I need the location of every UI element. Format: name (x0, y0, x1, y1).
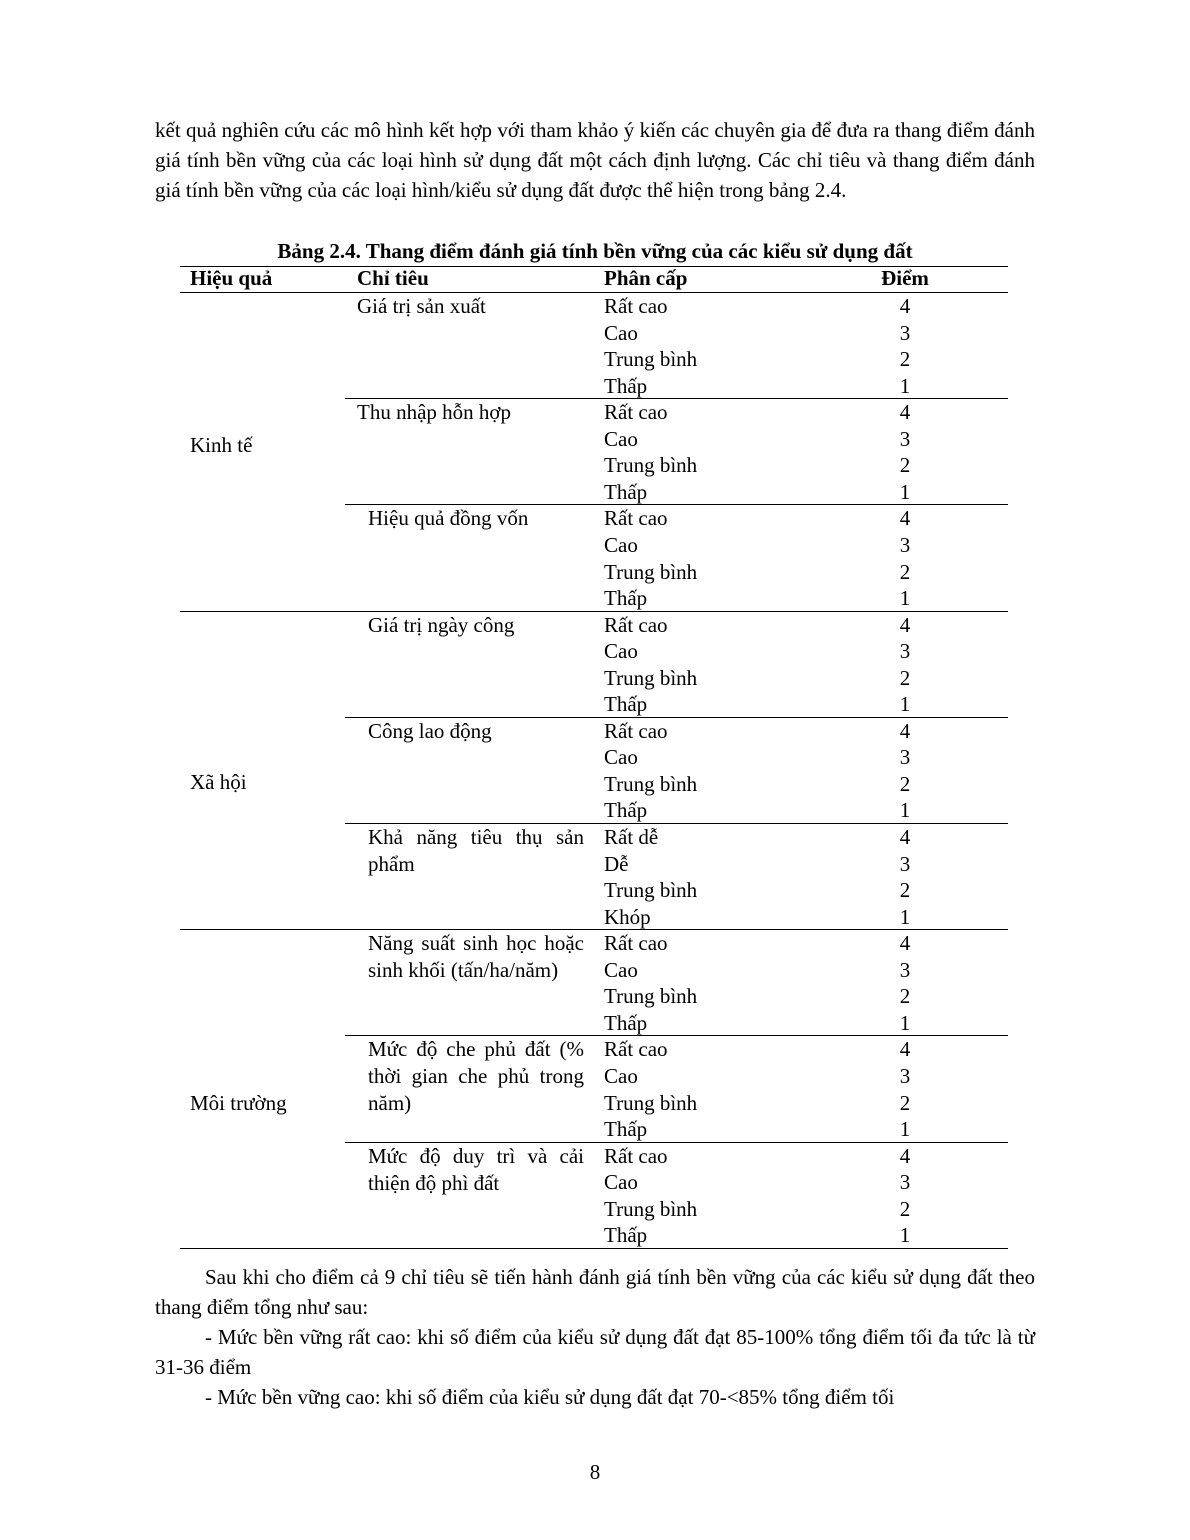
level-cell: Khóp (604, 904, 651, 929)
table-caption: Bảng 2.4. Thang điểm đánh giá tính bền vững của các kiểu sử dụng đất (277, 239, 913, 263)
score-cell: 2 (899, 984, 911, 1009)
score-cell: 3 (899, 639, 911, 664)
criterion-label: Năng suất sinh học hoặc sinh khối (tấn/ha/năm) (368, 931, 584, 983)
after-paragraph-3: - Mức bền vững cao: khi số điểm của kiểu sử dụng đất đạt 70-<85% tổng điểm tối (205, 1385, 895, 1409)
score-cell: 1 (899, 1117, 911, 1142)
level-cell: Rất dễ (604, 825, 659, 849)
level-cell: Trung bình (604, 347, 698, 372)
score-cell: 4 (899, 612, 911, 637)
level-cell: Rất cao (604, 931, 668, 956)
score-cell: 3 (899, 532, 911, 557)
page-number: 8 (589, 1460, 601, 1484)
score-cell: 4 (899, 400, 911, 425)
criterion-label: Thu nhập hỗn hợp (357, 400, 512, 425)
score-cell: 1 (899, 904, 911, 929)
criterion-label: Hiệu quả đồng vốn (368, 506, 529, 531)
intro-paragraph: kết quả nghiên cứu các mô hình kết hợp với tham khảo ý kiến các chuyên gia để đưa ra thang điểm đánh giá tính bền vững của các loại hình sử dụng đất một cách định lượng. Các chỉ tiêu và thang điểm đánh giá tính bền vững của các loại hình/kiểu sử dụng đất được thể hiện trong bảng 2.4. (155, 118, 1035, 202)
level-cell: Thấp (604, 1117, 648, 1142)
level-cell: Trung bình (604, 984, 698, 1009)
level-cell: Rất cao (604, 506, 668, 531)
level-cell: Thấp (604, 1010, 648, 1035)
level-cell: Trung bình (604, 453, 698, 478)
after-paragraph-1: Sau khi cho điểm cả 9 chỉ tiêu sẽ tiến hành đánh giá tính bền vững của các kiểu sử dụng đất theo thang điểm tổng như sau: (155, 1265, 1035, 1319)
level-cell: Rất cao (604, 1143, 668, 1168)
score-cell: 1 (899, 479, 911, 504)
level-cell: Rất cao (604, 718, 668, 743)
level-cell: Thấp (604, 692, 648, 717)
score-cell: 2 (899, 878, 911, 903)
criterion-label: Khả năng tiêu thụ sản phẩm (368, 825, 584, 876)
level-cell: Rất cao (604, 1037, 668, 1062)
score-cell: 2 (899, 453, 911, 478)
level-cell: Rất cao (604, 612, 668, 637)
score-cell: 1 (899, 1223, 911, 1248)
score-cell: 1 (899, 1010, 911, 1035)
score-cell: 3 (899, 426, 911, 451)
score-cell: 4 (899, 506, 911, 531)
score-cell: 3 (899, 745, 911, 770)
group-label: Xã hội (190, 769, 247, 794)
sustainability-score-table (180, 266, 1008, 1259)
level-cell: Cao (604, 320, 638, 345)
score-cell: 4 (899, 718, 911, 743)
criterion-label: Mức độ che phủ đất (% thời gian che phủ trong năm) (368, 1037, 584, 1116)
level-cell: Trung bình (604, 878, 698, 903)
score-cell: 3 (899, 1170, 911, 1195)
level-cell: Thấp (604, 586, 648, 611)
criterion-label: Công lao động (368, 718, 492, 743)
level-cell: Cao (604, 1170, 638, 1195)
score-cell: 2 (899, 1090, 911, 1115)
group-label: Kinh tế (190, 433, 253, 458)
table-bottom-rule (180, 1248, 1008, 1249)
level-cell: Thấp (604, 373, 648, 398)
score-cell: 1 (899, 373, 911, 398)
level-cell: Trung bình (604, 559, 698, 584)
header-effect: Hiệu quả (190, 266, 273, 290)
score-cell: 3 (899, 320, 911, 345)
score-cell: 2 (899, 665, 911, 690)
score-cell: 2 (899, 1196, 911, 1221)
criterion-label: Giá trị sản xuất (357, 294, 486, 318)
level-cell: Trung bình (604, 1196, 698, 1221)
level-cell: Thấp (604, 479, 648, 504)
score-cell: 2 (899, 347, 911, 372)
score-cell: 4 (899, 825, 911, 849)
criterion-label: Mức độ duy trì và cải thiện độ phì đất (368, 1143, 584, 1195)
level-cell: Thấp (604, 1223, 648, 1248)
score-cell: 4 (899, 1143, 911, 1168)
level-cell: Thấp (604, 798, 648, 823)
level-cell: Cao (604, 639, 638, 664)
score-cell: 2 (899, 559, 911, 584)
score-cell: 1 (899, 798, 911, 823)
header-level: Phân cấp (604, 266, 688, 290)
level-cell: Cao (604, 1063, 638, 1088)
score-cell: 1 (899, 692, 911, 717)
level-cell: Dễ (604, 851, 629, 876)
level-cell: Cao (604, 745, 638, 770)
level-cell: Cao (604, 957, 638, 982)
level-cell: Rất cao (604, 294, 668, 318)
level-cell: Rất cao (604, 400, 668, 425)
level-cell: Trung bình (604, 665, 698, 690)
level-cell: Cao (604, 426, 638, 451)
score-cell: 4 (899, 1037, 911, 1062)
level-cell: Trung bình (604, 1090, 698, 1115)
score-cell: 4 (899, 294, 911, 318)
score-cell: 1 (899, 586, 911, 611)
group-label: Môi trường (190, 1090, 287, 1115)
score-cell: 4 (899, 931, 911, 956)
score-cell: 3 (899, 1063, 911, 1088)
criterion-label: Giá trị ngày công (368, 612, 515, 637)
score-cell: 2 (899, 771, 911, 796)
header-score: Điểm (881, 266, 929, 290)
score-cell: 3 (899, 851, 911, 876)
level-cell: Cao (604, 532, 638, 557)
score-cell: 3 (899, 957, 911, 982)
after-paragraph-2: - Mức bền vững rất cao: khi số điểm của kiểu sử dụng đất đạt 85-100% tổng điểm tối đa tức là từ 31-36 điểm (155, 1325, 1035, 1379)
header-criterion: Chỉ tiêu (357, 266, 429, 290)
level-cell: Trung bình (604, 771, 698, 796)
